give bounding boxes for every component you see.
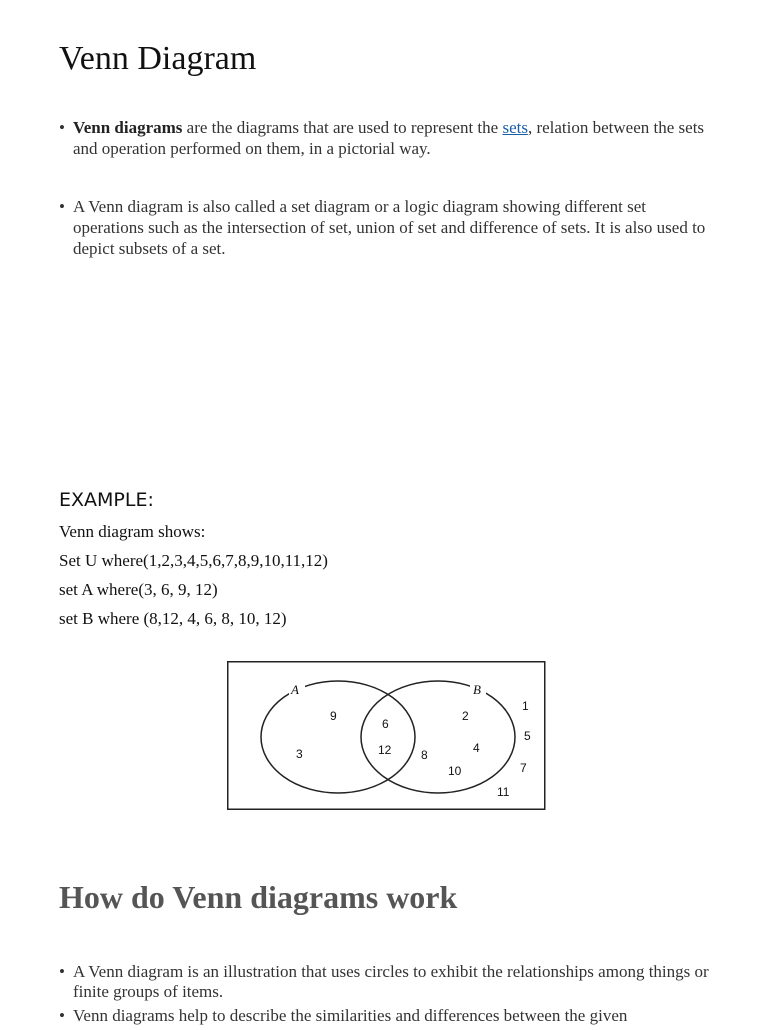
example-heading: EXAMPLE: <box>59 489 154 511</box>
outside-value: 1 <box>522 699 529 713</box>
a-only-value: 3 <box>296 747 303 761</box>
intersection-value: 12 <box>378 743 392 757</box>
b-only-value: 8 <box>421 748 428 762</box>
section-heading: How do Venn diagrams work <box>59 879 458 915</box>
section2-bullet: • Venn diagrams help to describe the similarities and differences between the given <box>59 1006 719 1026</box>
set-b-label: B <box>473 682 481 697</box>
example-line: Set U where(1,2,3,4,5,6,7,8,9,10,11,12) <box>59 551 328 570</box>
outside-value: 5 <box>524 729 531 743</box>
b-only-value: 2 <box>462 709 469 723</box>
bold-term: Venn diagrams <box>73 118 183 137</box>
sets-link[interactable]: sets <box>502 118 528 137</box>
section2-bullet: • A Venn diagram is an illustration that uses circles to exhibit the relationships among things or finite groups of items. <box>59 962 719 1002</box>
bullet-text: , relation between the sets and operation performed on them, in a pictorial way. <box>73 118 705 158</box>
example-line: set A where(3, 6, 9, 12) <box>59 580 218 599</box>
venn-diagram <box>227 661 547 811</box>
section2-bullet-list <box>59 962 719 1030</box>
example-line: set B where (8,12, 4, 6, 8, 10, 12) <box>59 609 287 628</box>
intro-bullet-2: • A Venn diagram is also called a set diagram or a logic diagram showing different set operations such as the intersection of set, union of set and difference of sets. It is also used to depict subsets of a set. <box>59 196 719 259</box>
bullet-text: are the diagrams that are used to represent the <box>182 118 503 137</box>
intro-bullet-1 <box>59 117 719 159</box>
a-only-value: 9 <box>330 709 337 723</box>
set-a-label: A <box>291 682 299 697</box>
intro-bullet-list-2 <box>59 196 719 259</box>
outside-value: 11 <box>497 785 510 799</box>
intro-bullet-list-1 <box>59 117 719 159</box>
page-title: Venn Diagram <box>59 40 257 77</box>
outside-value: 7 <box>520 761 527 775</box>
b-only-value: 10 <box>448 764 462 778</box>
intersection-value: 6 <box>382 717 389 731</box>
example-line: Venn diagram shows: <box>59 522 206 541</box>
b-only-value: 4 <box>473 741 480 755</box>
